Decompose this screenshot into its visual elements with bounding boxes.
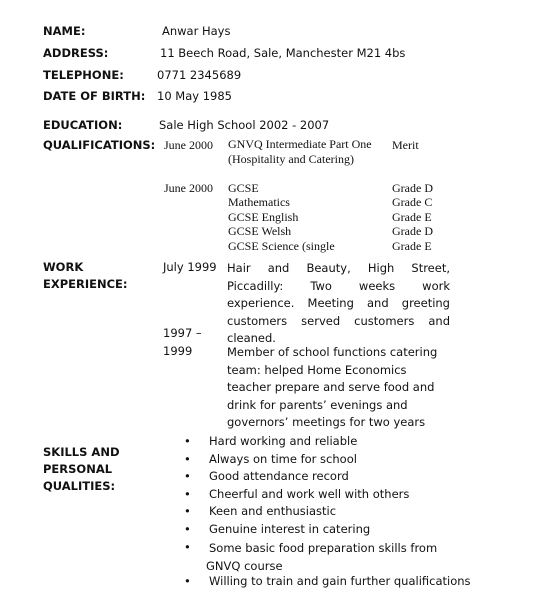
work-date-line2: 1999 [163, 344, 193, 358]
bullet: • [184, 434, 191, 448]
bullet: • [184, 469, 191, 483]
address-value: 11 Beech Road, Sale, Manchester M21 4bs [160, 46, 406, 60]
work-description: Hair and Beauty, High Street, Piccadilly: Two weeks work experience. Meeting and greeting customers served customers and cleaned. [227, 261, 450, 345]
education-label: EDUCATION: [43, 118, 123, 132]
work-label-line2: EXPERIENCE: [43, 277, 128, 291]
telephone-label: TELEPHONE: [43, 68, 124, 82]
gcse-grade: Grade E [392, 239, 432, 253]
skill-item: Willing to train and gain further qualifications [209, 574, 471, 588]
skill-item: Cheerful and work well with others [209, 487, 410, 501]
gnvq-date: June 2000 [164, 138, 213, 152]
skill-item: Keen and enthusiastic [209, 504, 337, 518]
work-label-line1: WORK [43, 260, 84, 274]
address-label: ADDRESS: [43, 46, 109, 60]
bullet: • [184, 522, 191, 536]
education-value: Sale High School 2002 - 2007 [159, 118, 330, 132]
gcse-subject: Mathematics [228, 195, 290, 209]
gnvq-subject-line1: GNVQ Intermediate Part One [228, 137, 372, 151]
skills-label-line2: PERSONAL [43, 462, 113, 476]
gcse-subject: GCSE English [228, 210, 299, 224]
bullet: • [184, 540, 191, 554]
bullet: • [184, 452, 191, 466]
skill-item: Good attendance record [209, 469, 349, 483]
bullet: • [184, 504, 191, 518]
bullet: • [184, 487, 191, 501]
telephone-value: 0771 2345689 [157, 68, 242, 82]
qualifications-label: QUALIFICATIONS: [43, 138, 156, 152]
skill-item: Always on time for school [209, 452, 357, 466]
gcse-subject: GCSE [228, 181, 259, 195]
work-date-line1: 1997 – [163, 326, 202, 340]
gcse-grade: Grade E [392, 210, 432, 224]
gnvq-subject-line2: (Hospitality and Catering) [228, 152, 354, 166]
gcse-date: June 2000 [164, 181, 213, 195]
gcse-subject: GCSE Science (single [228, 239, 335, 253]
bullet: • [184, 574, 191, 588]
dob-value: 10 May 1985 [157, 89, 232, 103]
gcse-grade: Grade D [392, 224, 433, 238]
skill-item: Genuine interest in catering [209, 522, 371, 536]
gcse-grade: Grade D [392, 181, 433, 195]
skill-item: Some basic food preparation skills from GNVQ course [206, 541, 438, 573]
skill-item: Hard working and reliable [209, 434, 358, 448]
skills-label-line1: SKILLS AND [43, 445, 120, 459]
name-label: NAME: [43, 24, 86, 38]
work-date: July 1999 [163, 260, 217, 274]
gcse-subject: GCSE Welsh [228, 224, 292, 238]
name-value: Anwar Hays [162, 24, 231, 38]
dob-label: DATE OF BIRTH: [43, 89, 146, 103]
skills-label-line3: QUALITIES: [43, 479, 116, 493]
work-description: Member of school functions catering team: helped Home Economics teacher prepare and serve food and drink for parents’ evenings and governors’ meetings for two years [227, 345, 438, 429]
gcse-grade: Grade C [392, 195, 433, 209]
gnvq-grade: Merit [392, 138, 419, 152]
